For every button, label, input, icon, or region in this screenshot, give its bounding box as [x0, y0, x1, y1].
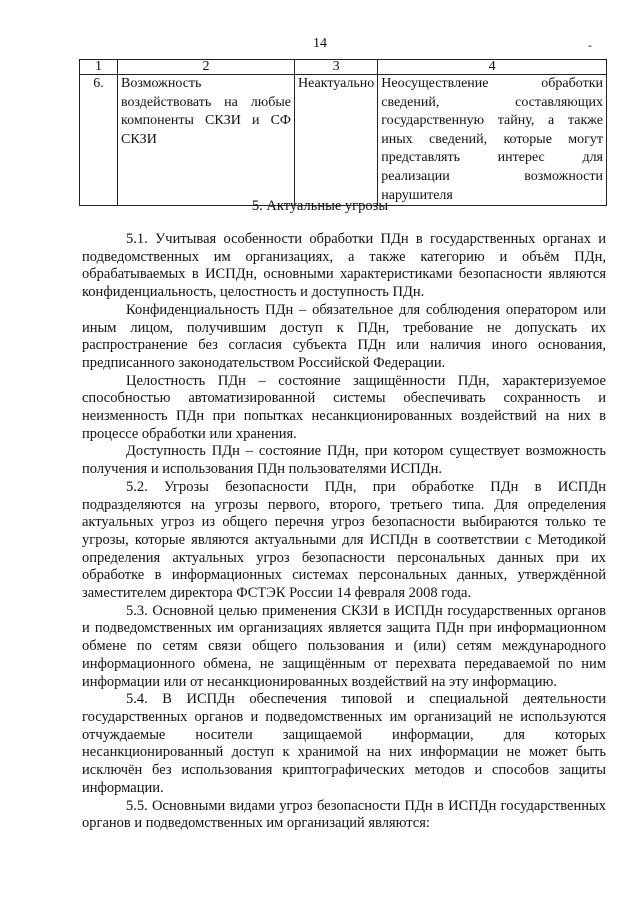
table-header-cell: 4	[378, 60, 607, 75]
section-title: 5. Актуальные угрозы	[251, 198, 389, 214]
paragraph: 5.2. Угрозы безопасности ПДн, при обработке ПДн в ИСПДн подразделяются на угрозы первого, второго, третьего типа. Для определения актуальных угроз из общего перечня угроз безопасности выбираются только те угрозы, которые являются актуальными для ИСПДн в соответствии с Методикой определения актуальных угроз безопасности персональных данных при их обработке в информационных системах персональных данных, утверждённой заместителем директора ФСТЭК России 14 февраля 2008 года.	[82, 478, 606, 602]
paragraph: 5.5. Основными видами угроз безопасности ПДн в ИСПДн государственных органов и подведомственных им организаций являются:	[82, 797, 606, 832]
table-header-cell: 1	[80, 60, 118, 75]
threats-table	[79, 59, 607, 206]
table-header-row	[80, 60, 607, 75]
paragraph: 5.4. В ИСПДн обеспечения типовой и специальной деятельности государственных органов и подведомственных им организаций не используются отчуждаемые носители защищаемой информации, для которых несанкционированный доступ к хранимой на них информации не может быть исключён без использования криптографических методов и способов защиты информации.	[82, 691, 606, 796]
table-header-cell: 2	[118, 60, 295, 75]
row-number: 6.	[80, 75, 118, 206]
paragraph: 5.1. Учитывая особенности обработки ПДн в государственных органах и подведомственных им организациях, а также категорию и объём ПДн, обрабатываемых в ИСПДн, основными характеристиками безопасности являются конфиденциальность, целостность и доступность ПДн.	[82, 231, 606, 301]
table-row	[80, 75, 607, 206]
body-text	[82, 231, 606, 833]
threat-description: Возможность воздействовать на любые компоненты СКЗИ и СФ СКЗИ	[118, 75, 295, 206]
relevance-reason: Неосуществление обработки сведений, составляющих государственную тайну, а также иных сведений, которые могут представлять интерес для реализации возможности нарушителя	[378, 75, 607, 206]
table-header-cell: 3	[295, 60, 378, 75]
paragraph: Конфиденциальность ПДн – обязательное для соблюдения оператором или иным лицом, получившим доступ к ПДн, требование не допускать их распространение без согласия субъекта ПДн или наличия иного основания, предписанного законодательством Российской Федерации.	[82, 301, 606, 371]
paragraph: 5.3. Основной целью применения СКЗИ в ИСПДн государственных органов и подведомственных им организациях является защита ПДн при информационном обмене по сетям связи общего пользования и (или) сетям международного информационного обмена, не защищённым от перехвата передаваемой по ним информации или от несанкционированных воздействий на эту информацию.	[82, 602, 606, 690]
corner-mark: -	[588, 38, 592, 52]
page-number: 14	[313, 36, 327, 51]
paragraph: Целостность ПДн – состояние защищённости ПДн, характеризуемое способностью автоматизированной системы обеспечивать сохранность и неизменность ПДн при попытках несанкционированных воздействий на них в процессе обработки или хранения.	[82, 372, 606, 442]
relevance-status: Неактуально	[295, 75, 378, 206]
paragraph: Доступность ПДн – состояние ПДн, при котором существует возможность получения и использования ПДн пользователями ИСПДн.	[82, 443, 606, 478]
